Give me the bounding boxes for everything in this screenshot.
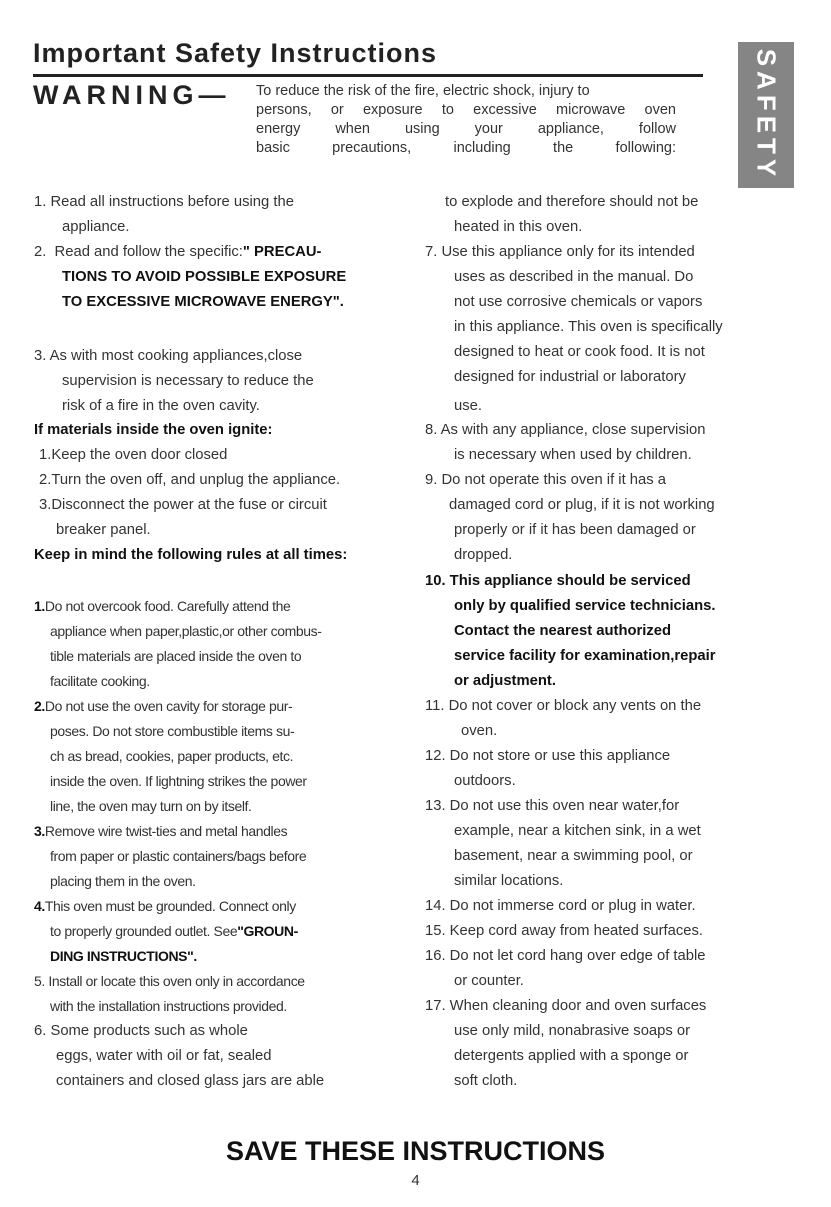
text-line: 1.Keep the oven door closed bbox=[39, 447, 228, 463]
text-line: 7. Use this appliance only for its intended bbox=[425, 244, 695, 260]
text-line: TO EXCESSIVE MICROWAVE ENERGY". bbox=[62, 294, 344, 310]
text-line bbox=[34, 596, 290, 616]
item-number: 1. bbox=[34, 598, 45, 614]
text-line: soft cloth. bbox=[454, 1073, 518, 1089]
text-line: 10. This appliance should be serviced bbox=[425, 573, 691, 589]
text-line: 15. Keep cord away from heated surfaces. bbox=[425, 923, 704, 939]
text-line: facilitate cooking. bbox=[50, 673, 150, 689]
item-number: 2. bbox=[34, 698, 45, 714]
item-number: 4. bbox=[34, 898, 45, 914]
intro-line: persons, or exposure to excessive microwave oven bbox=[256, 102, 676, 118]
text-line: detergents applied with a sponge or bbox=[454, 1048, 689, 1064]
text-line: 2.Turn the oven off, and unplug the appliance. bbox=[39, 472, 341, 488]
text-line bbox=[34, 696, 292, 716]
safety-side-tab bbox=[738, 42, 794, 188]
text-line bbox=[34, 821, 287, 841]
text-line: damaged cord or plug, if it is not working bbox=[449, 497, 715, 513]
text-line: supervision is necessary to reduce the bbox=[62, 373, 314, 389]
text-line: is necessary when used by children. bbox=[454, 447, 692, 463]
text-line: line, the oven may turn on by itself. bbox=[50, 798, 252, 814]
text-line: uses as described in the manual. Do bbox=[454, 269, 694, 285]
text-line: in this appliance. This oven is specifically bbox=[454, 319, 723, 335]
text-line: 11. Do not cover or block any vents on the bbox=[425, 698, 702, 714]
text-line: 3. As with most cooking appliances,close bbox=[34, 348, 303, 364]
text-line: 14. Do not immerse cord or plug in water. bbox=[425, 898, 696, 914]
text-line: service facility for examination,repair bbox=[454, 648, 716, 664]
title-underline bbox=[33, 74, 703, 77]
text-line: with the installation instructions provided. bbox=[50, 998, 287, 1014]
item-text: Do not use the oven cavity for storage pur- bbox=[44, 698, 293, 714]
item-text: to properly grounded outlet. See bbox=[50, 923, 238, 939]
text-line: risk of a fire in the oven cavity. bbox=[62, 398, 260, 414]
text-line: 12. Do not store or use this appliance bbox=[425, 748, 671, 764]
text-line: DING INSTRUCTIONS". bbox=[50, 948, 197, 964]
text-line: not use corrosive chemicals or vapors bbox=[454, 294, 703, 310]
text-line: designed to heat or cook food. It is not bbox=[454, 344, 705, 360]
item-emphasis: "GROUN- bbox=[237, 923, 298, 939]
text-line: TIONS TO AVOID POSSIBLE EXPOSURE bbox=[62, 269, 347, 285]
page-title: Important Safety Instructions bbox=[33, 38, 438, 68]
text-line: 3.Disconnect the power at the fuse or circuit bbox=[39, 497, 327, 513]
text-line: 6. Some products such as whole bbox=[34, 1023, 248, 1039]
text-line: only by qualified service technicians. bbox=[454, 598, 716, 614]
text-line: to explode and therefore should not be bbox=[445, 194, 699, 210]
text-line: basement, near a swimming pool, or bbox=[454, 848, 693, 864]
subheading: If materials inside the oven ignite: bbox=[34, 422, 273, 438]
item-number: 3. bbox=[34, 823, 45, 839]
item-text: Remove wire twist-ties and metal handles bbox=[44, 823, 288, 839]
safety-tab-label: SAFETY bbox=[751, 48, 782, 182]
save-instructions-footer: SAVE THESE INSTRUCTIONS bbox=[225, 1136, 606, 1166]
subheading: Keep in mind the following rules at all times: bbox=[34, 547, 348, 563]
text-line: 17. When cleaning door and oven surfaces bbox=[425, 998, 707, 1014]
text-line: designed for industrial or laboratory bbox=[454, 369, 686, 385]
text-line: tible materials are placed inside the oven to bbox=[50, 648, 302, 664]
text-line: 2. Read and follow the specific:" PRECAU- bbox=[34, 244, 322, 260]
text-line: from paper or plastic containers/bags before bbox=[50, 848, 307, 864]
warning-heading: WARNING— bbox=[33, 80, 231, 110]
text-line: 13. Do not use this oven near water,for bbox=[425, 798, 680, 814]
text-line: or adjustment. bbox=[454, 673, 556, 689]
warning-intro bbox=[256, 82, 676, 158]
text-line: Contact the nearest authorized bbox=[454, 623, 672, 639]
page-number: 4 bbox=[411, 1172, 420, 1189]
text-line: similar locations. bbox=[454, 873, 564, 889]
text-line: dropped. bbox=[454, 547, 513, 563]
intro-line: basic precautions, including the following: bbox=[256, 140, 676, 156]
text-line: ch as bread, cookies, paper products, etc. bbox=[50, 748, 294, 764]
text-line: oven. bbox=[461, 723, 498, 739]
text-line: use. bbox=[454, 398, 482, 414]
text-line: poses. Do not store combustible items su- bbox=[50, 723, 295, 739]
text-line: use only mild, nonabrasive soaps or bbox=[454, 1023, 691, 1039]
text-line: or counter. bbox=[454, 973, 524, 989]
text-line: eggs, water with oil or fat, sealed bbox=[56, 1048, 272, 1064]
text-line: heated in this oven. bbox=[454, 219, 583, 235]
text-line bbox=[50, 921, 298, 941]
item-text: Do not overcook food. Carefully attend the bbox=[44, 598, 291, 614]
text-line: outdoors. bbox=[454, 773, 516, 789]
text-line: 8. As with any appliance, close supervision bbox=[425, 422, 706, 438]
text-line: 1. Read all instructions before using the bbox=[34, 194, 294, 210]
text-line: properly or if it has been damaged or bbox=[454, 522, 696, 538]
item-text: This oven must be grounded. Connect only bbox=[44, 898, 296, 914]
text-line: inside the oven. If lightning strikes the power bbox=[50, 773, 307, 789]
intro-line: energy when using your appliance, follow bbox=[256, 121, 676, 137]
text-line bbox=[34, 896, 296, 916]
text-line: example, near a kitchen sink, in a wet bbox=[454, 823, 701, 839]
intro-line: To reduce the risk of the fire, electric shock, injury to bbox=[256, 83, 590, 99]
text-line: 16. Do not let cord hang over edge of table bbox=[425, 948, 706, 964]
text-line: appliance when paper,plastic,or other combus- bbox=[50, 623, 322, 639]
text-line: 5. Install or locate this oven only in accordance bbox=[34, 973, 305, 989]
text-line: appliance. bbox=[62, 219, 130, 235]
text-line: placing them in the oven. bbox=[50, 873, 196, 889]
text-line: containers and closed glass jars are able bbox=[56, 1073, 325, 1089]
text-line: 9. Do not operate this oven if it has a bbox=[425, 472, 667, 488]
text-line: breaker panel. bbox=[56, 522, 151, 538]
